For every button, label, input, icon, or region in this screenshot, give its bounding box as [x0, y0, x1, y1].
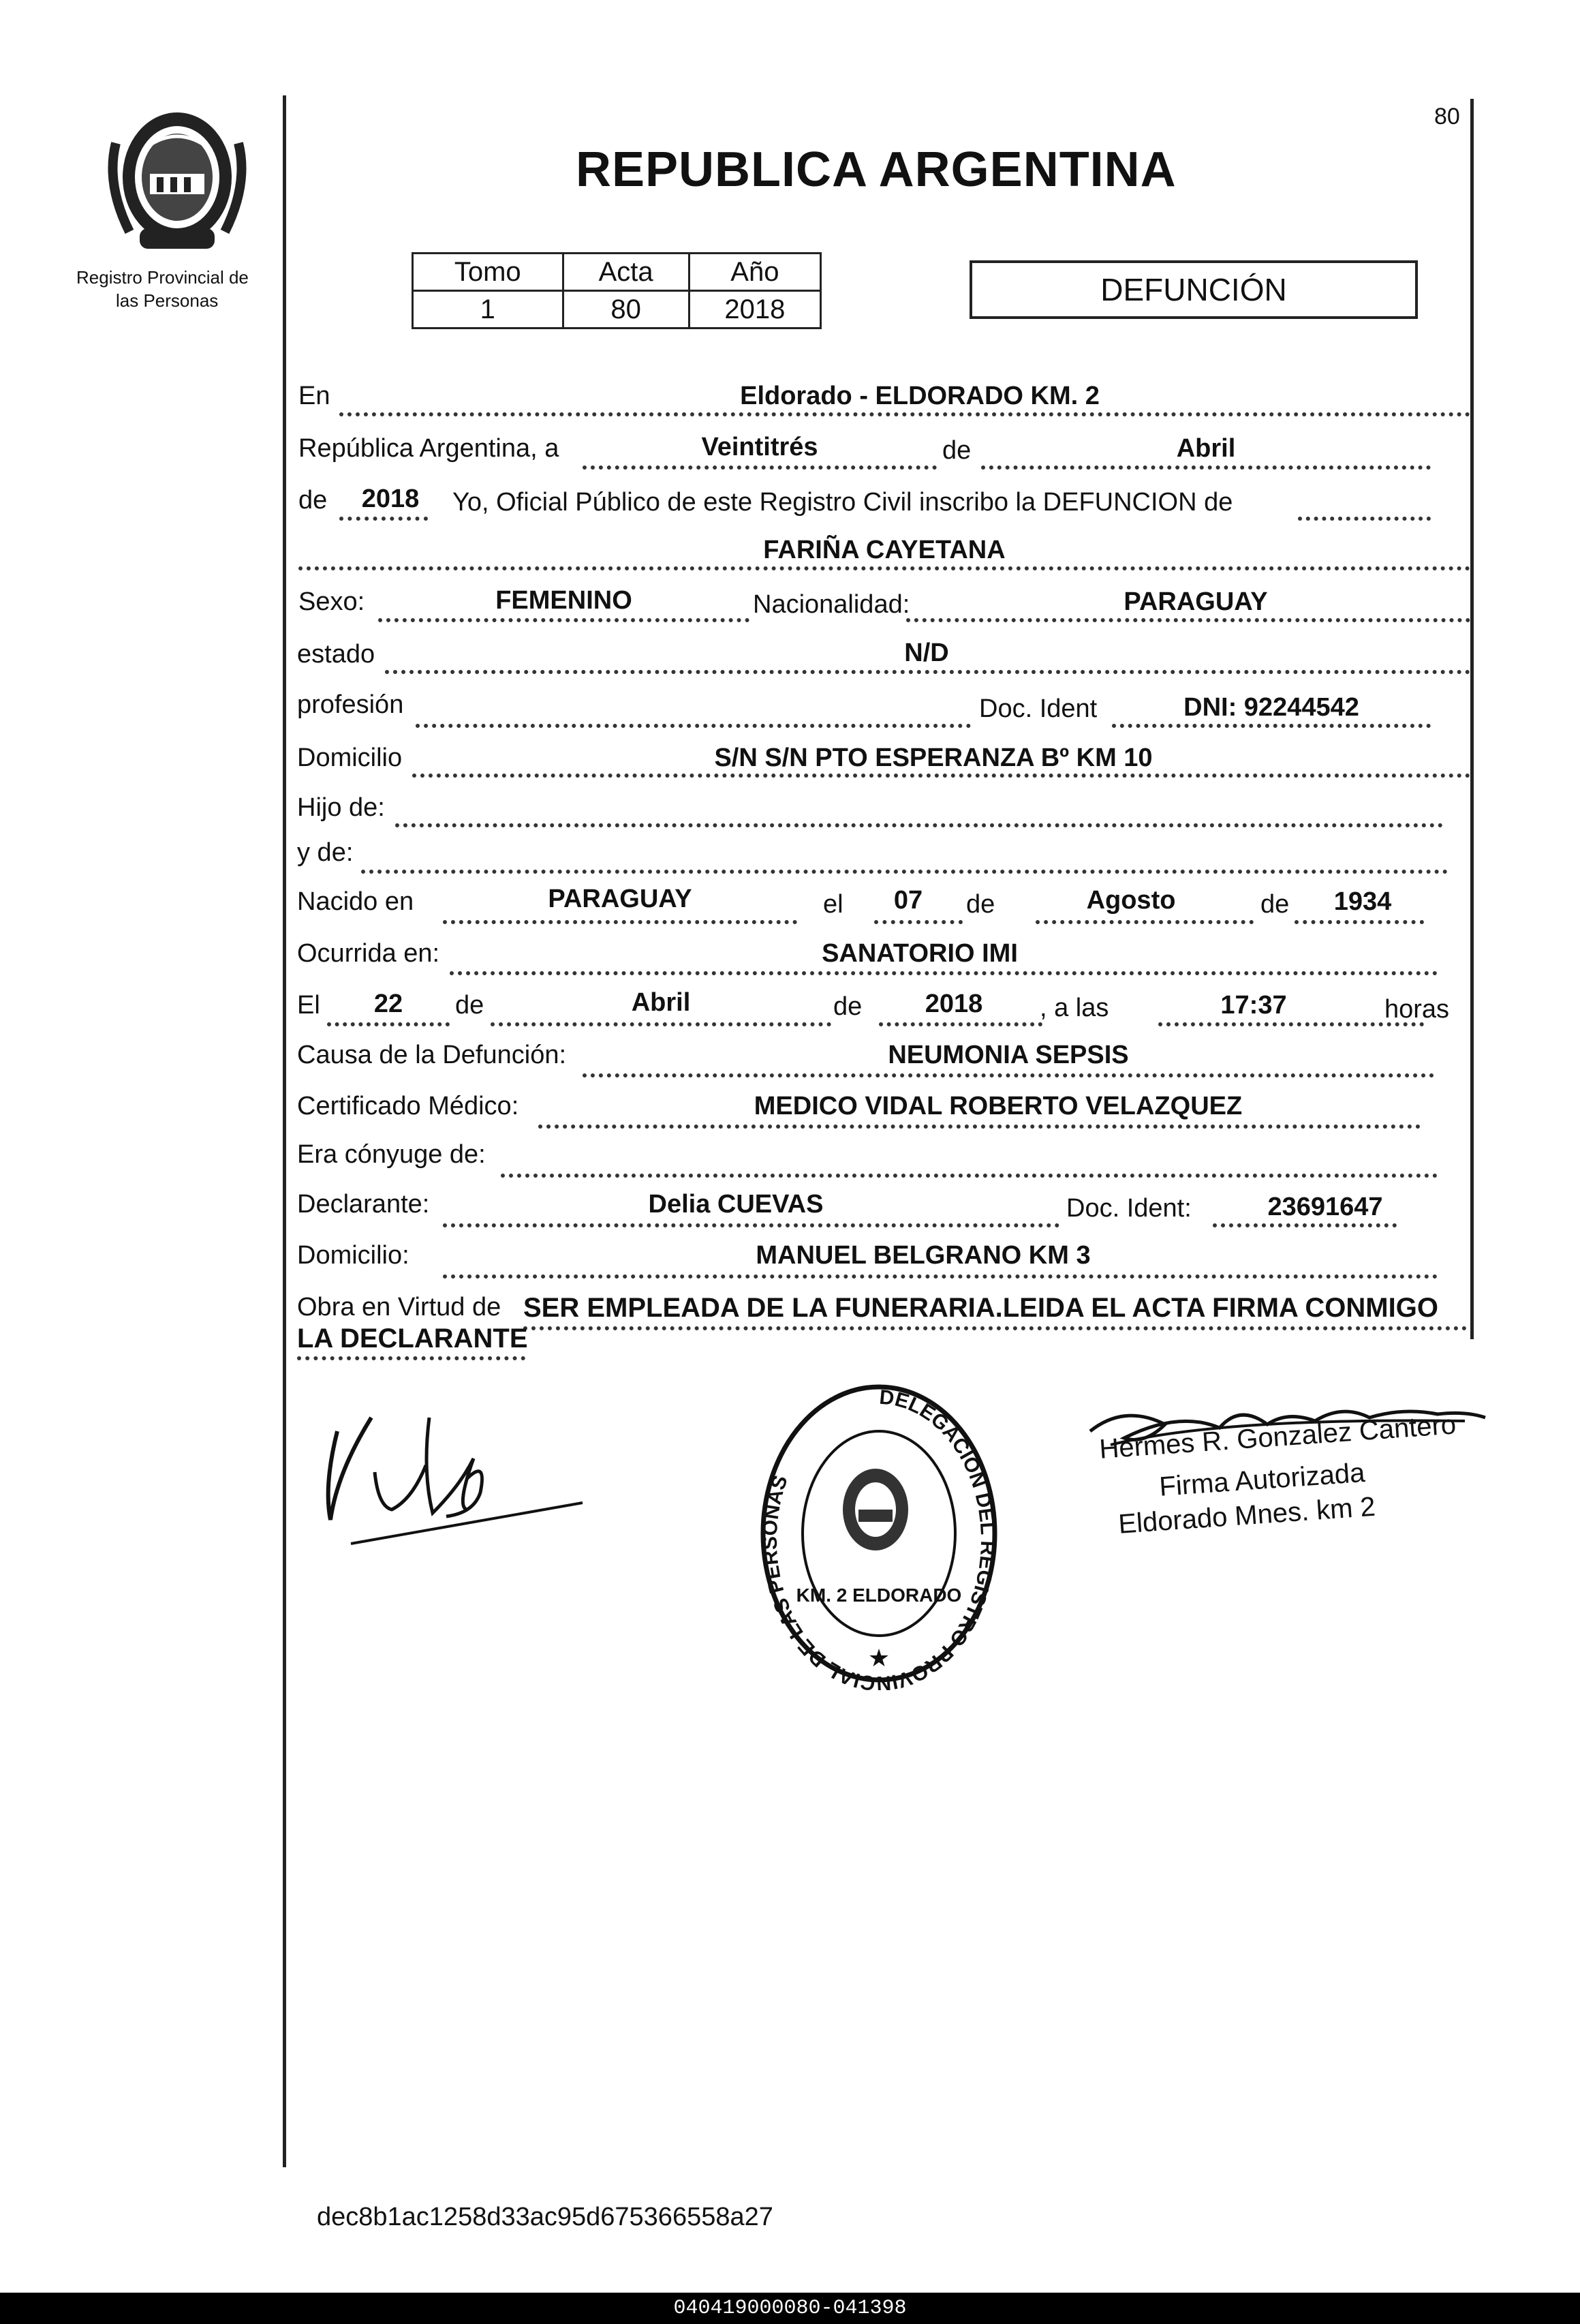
sexo-value: FEMENINO — [495, 586, 632, 615]
de-label-3: de — [966, 890, 995, 919]
left-margin-line — [283, 95, 286, 2167]
doc-ident-value: DNI: 92244542 — [1183, 693, 1359, 722]
profesion-dots — [416, 724, 971, 728]
record-type: DEFUNCIÓN — [1100, 272, 1287, 307]
obra-value-line1: SER EMPLEADA DE LA FUNERARIA.LEIDA EL ACTA FIRMA CONMIGO — [523, 1293, 1438, 1323]
record-reference-table — [412, 252, 822, 329]
month-word-dots — [981, 465, 1431, 470]
nacido-dots — [443, 920, 797, 924]
certificado-label: Certificado Médico: — [297, 1092, 519, 1120]
obra-dots — [523, 1326, 1467, 1330]
sexo-label: Sexo: — [298, 587, 365, 616]
birth-day-dots — [874, 920, 963, 924]
certificado-value: MEDICO VIDAL ROBERTO VELAZQUEZ — [754, 1092, 1243, 1120]
svg-text:★: ★ — [867, 1644, 890, 1672]
official-title: Firma Autorizada — [1158, 1457, 1366, 1502]
horas-label: horas — [1384, 995, 1450, 1024]
de-label-1: de — [942, 436, 972, 465]
yde-dots — [361, 870, 1448, 874]
province-seal-logo — [102, 102, 252, 259]
declarante-label: Declarante: — [297, 1190, 430, 1219]
document-hash: dec8b1ac1258d33ac95d675366558a27 — [317, 2203, 773, 2231]
page-number: 80 — [1434, 104, 1460, 129]
doc-ident2-label: Doc. Ident: — [1066, 1194, 1192, 1223]
causa-label: Causa de la Defunción: — [297, 1041, 567, 1069]
year-value: 2018 — [361, 485, 420, 513]
day-word-dots — [583, 465, 937, 470]
domicilio2-dots — [443, 1274, 1438, 1279]
ocurrida-dots — [450, 971, 1438, 975]
nacido-label: Nacido en — [297, 887, 414, 916]
profesion-label: profesión — [297, 690, 404, 719]
registry-name-line1: Registro Provincial de — [76, 267, 249, 288]
header-acta: Acta — [563, 254, 689, 291]
estado-dots — [385, 670, 1470, 674]
table-header-row — [413, 254, 821, 291]
nacionalidad-label: Nacionalidad: — [753, 590, 910, 619]
nacido-value: PARAGUAY — [548, 885, 692, 913]
declarante-dots — [443, 1223, 1059, 1227]
birth-month: Agosto — [1086, 886, 1176, 915]
en-label: En — [298, 382, 330, 410]
birth-month-dots — [1036, 920, 1254, 924]
declarant-signature — [310, 1390, 596, 1554]
record-type-box — [970, 260, 1418, 319]
el-label: el — [823, 890, 843, 919]
official-name: Hermes R. Gonzalez Cantero — [1098, 1409, 1457, 1465]
nacionalidad-dots — [906, 618, 1470, 622]
page-title: REPUBLICA ARGENTINA — [576, 142, 1177, 197]
hijo-dots — [395, 823, 1443, 827]
conyuge-label: Era cónyuge de: — [297, 1140, 486, 1169]
declarante-value: Delia CUEVAS — [648, 1190, 824, 1219]
doc-ident-label: Doc. Ident — [979, 694, 1098, 723]
inscribo-text: Yo, Oficial Público de este Registro Civil inscribo la DEFUNCION de — [452, 488, 1233, 517]
deceased-name-dots — [298, 566, 1470, 570]
death-time: 17:37 — [1220, 991, 1287, 1020]
de-label-6: de — [833, 992, 863, 1021]
value-acta: 80 — [563, 291, 689, 328]
birth-year: 1934 — [1333, 887, 1392, 916]
header-ano: Año — [689, 254, 820, 291]
value-tomo: 1 — [413, 291, 563, 328]
ocurrida-label: Ocurrida en: — [297, 939, 440, 968]
footer-bar — [0, 2293, 1580, 2324]
birth-day: 07 — [893, 886, 923, 915]
death-year-dots — [879, 1022, 1042, 1026]
domicilio-label: Domicilio — [297, 744, 403, 772]
doc-ident2-dots — [1213, 1223, 1397, 1227]
en-value: Eldorado - ELDORADO KM. 2 — [740, 382, 1100, 410]
de-label-4: de — [1260, 890, 1290, 919]
death-day-dots — [327, 1022, 450, 1026]
estado-label: estado — [297, 640, 375, 669]
estado-value: N/D — [904, 639, 949, 667]
domicilio2-value: MANUEL BELGRANO KM 3 — [756, 1241, 1091, 1270]
causa-dots — [583, 1073, 1434, 1077]
official-stamp — [756, 1377, 1002, 1690]
domicilio2-label: Domicilio: — [297, 1241, 409, 1270]
conyuge-dots — [501, 1174, 1438, 1178]
doc-ident2-value: 23691647 — [1267, 1193, 1383, 1221]
year-dots — [339, 517, 428, 521]
stamp-inner-text: KM. 2 ELDORADO — [796, 1585, 962, 1606]
right-margin-line — [1470, 99, 1474, 1339]
yde-label: y de: — [297, 838, 354, 867]
value-ano: 2018 — [689, 291, 820, 328]
nacionalidad-value: PARAGUAY — [1124, 587, 1268, 616]
deceased-name: FARIÑA CAYETANA — [763, 536, 1006, 564]
el2-label: El — [297, 991, 320, 1020]
de-label-2: de — [298, 486, 328, 515]
sexo-dots — [378, 618, 749, 622]
registry-name-line2: las Personas — [116, 290, 219, 311]
death-year: 2018 — [925, 990, 983, 1018]
month-word: Abril — [1176, 434, 1236, 463]
obra-label: Obra en Virtud de — [297, 1293, 501, 1321]
alas-label: , a las — [1040, 994, 1109, 1022]
footer-code: 040419000080-041398 — [673, 2297, 907, 2320]
stamp-ring-text: DELEGACION DEL REGISTRO PROVINCIAL DE LAS PERSONAS — [758, 1386, 1000, 1690]
day-word: Veintitrés — [701, 433, 818, 461]
obra-dots-2 — [297, 1356, 525, 1360]
death-month-dots — [491, 1022, 831, 1026]
official-place: Eldorado Mnes. km 2 — [1117, 1491, 1377, 1540]
de-label-5: de — [455, 991, 484, 1020]
republica-label: República Argentina, a — [298, 434, 559, 463]
hijo-label: Hijo de: — [297, 793, 385, 822]
table-value-row — [413, 291, 821, 328]
certificado-dots — [538, 1125, 1421, 1129]
doc-ident-dots — [1112, 724, 1431, 728]
ocurrida-value: SANATORIO IMI — [822, 939, 1018, 968]
inscribo-dots — [1298, 517, 1431, 521]
domicilio-dots — [412, 774, 1470, 778]
death-month: Abril — [631, 988, 691, 1017]
death-day: 22 — [373, 990, 403, 1018]
header-tomo: Tomo — [413, 254, 563, 291]
domicilio-value: S/N S/N PTO ESPERANZA Bº KM 10 — [714, 744, 1153, 772]
causa-value: NEUMONIA SEPSIS — [888, 1041, 1129, 1069]
obra-value-line2: LA DECLARANTE — [297, 1324, 528, 1354]
en-dots — [339, 412, 1470, 416]
birth-year-dots — [1295, 920, 1424, 924]
